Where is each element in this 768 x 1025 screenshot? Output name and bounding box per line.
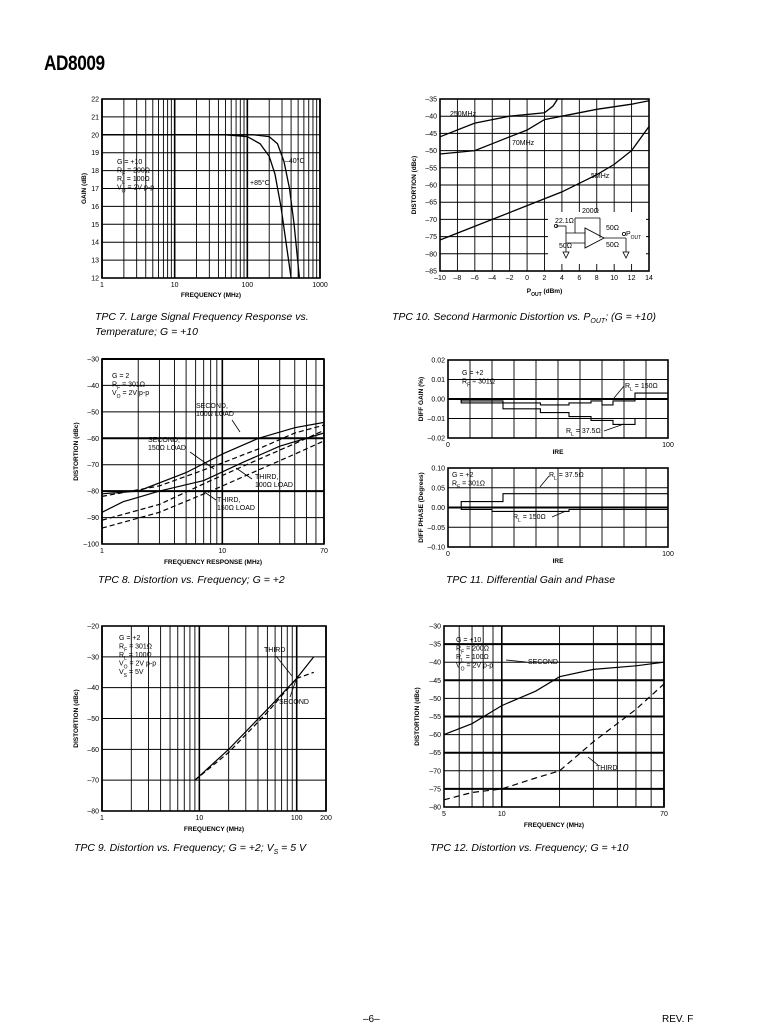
page-number: –6– (363, 1014, 380, 1025)
condition-label: $R_L = 100\Omega$ (456, 654, 489, 664)
x-axis-label: IRE (552, 558, 564, 565)
annotation-250mhz: 250MHz (450, 111, 477, 118)
y-tick-label: –60 (87, 746, 99, 754)
annotation-70mhz: 70MHz (512, 140, 535, 147)
y-tick-label: –40 (87, 685, 99, 693)
y-tick-label: 0.05 (431, 485, 445, 493)
caption-tpc10: TPC 10. Second Harmonic Distortion vs. $P_{OUT}$; (G = +10) (392, 311, 656, 326)
schematic-label: 200Ω (582, 208, 599, 215)
y-tick-label: –55 (425, 165, 437, 173)
x-tick-label: 100 (241, 282, 254, 289)
condition-label: $R_F = 200\Omega$ (456, 645, 490, 656)
annotation-second: SECOND (528, 659, 558, 666)
schematic-label: 50Ω (606, 225, 620, 232)
annotation-second-100-load: 100Ω LOAD (196, 411, 234, 418)
caption-tpc12: TPC 12. Distortion vs. Frequency; G = +10 (430, 842, 629, 854)
x-tick-label: 1000 (312, 282, 328, 289)
annotation-second-150-load: SECOND, (148, 437, 180, 444)
x-tick-label: 10 (497, 811, 506, 818)
y-tick-label: 0.02 (431, 357, 445, 365)
y-tick-label: 21 (91, 114, 99, 122)
x-tick-label: –6 (470, 275, 479, 282)
series-line-third (444, 684, 664, 800)
condition-label: $R_F = 301\Omega$ (119, 643, 153, 654)
y-axis-label: GAIN (dB) (81, 172, 88, 205)
y-tick-label: –0.02 (427, 435, 445, 443)
x-tick-label: –8 (453, 275, 462, 282)
annotation-second-100-load: SECOND, (196, 403, 228, 410)
y-tick-label: –0.01 (427, 416, 445, 423)
annotation-third-100-load: 100Ω LOAD (255, 482, 293, 489)
y-tick-label: 18 (91, 168, 99, 176)
y-tick-label: –60 (87, 435, 99, 443)
series-tpc12 (444, 662, 664, 800)
y-axis-label: DIFF PHASE (Degrees) (418, 472, 425, 543)
x-tick-label: 6 (577, 275, 582, 282)
y-tick-label: 0.00 (431, 396, 445, 404)
y-tick-label: –75 (425, 234, 437, 242)
y-tick-label: –35 (429, 641, 441, 649)
y-tick-label: –50 (87, 409, 99, 417)
condition-label: G = 2 (112, 373, 130, 380)
y-axis-label: DISTORTION (dBc) (411, 155, 418, 215)
y-tick-label: –75 (429, 786, 441, 794)
y-tick-label: 14 (91, 239, 99, 247)
x-tick-label: 8 (594, 275, 599, 282)
y-axis-label: DISTORTION (dBc) (73, 422, 80, 481)
condition-label: G = +2 (462, 370, 484, 377)
conditions-tpc12 (456, 637, 493, 673)
x-tick-label: 100 (662, 442, 674, 449)
x-tick-label: 4 (559, 275, 564, 282)
x-tick-label: 10 (218, 548, 227, 555)
annotation-third: THIRD (596, 765, 618, 772)
condition-label: $V_O = 2V$ p-p (456, 662, 494, 673)
y-tick-label: –80 (429, 804, 441, 812)
y-tick-label: –30 (429, 623, 441, 631)
x-tick-label: –2 (505, 275, 514, 282)
schematic-label: $P_{OUT}$ (626, 231, 642, 241)
annotation-r-l-37-5: $R_L = 37.5\Omega$ (566, 428, 601, 438)
y-tick-label: –30 (87, 654, 99, 662)
y-axis-label: DISTORTION (dBc) (73, 689, 80, 748)
condition-label: G = +10 (456, 637, 482, 644)
x-axis-label: FREQUENCY RESPONSE (MHz) (163, 559, 263, 566)
x-tick-label: 14 (645, 275, 653, 282)
y-tick-label: 15 (91, 221, 99, 229)
y-tick-label: 17 (91, 186, 99, 193)
caption-tpc7: TPC 7. Large Signal Frequency Response vs. Temperature; G = +10 (95, 311, 309, 338)
schematic-label: 50Ω (559, 243, 573, 250)
condition-label: $R_F = 200\Omega$ (117, 167, 151, 178)
condition-label: $R_F = 301\Omega$ (112, 381, 146, 392)
x-axis-label: FREQUENCY (MHz) (523, 822, 585, 829)
y-tick-label: 19 (91, 150, 99, 158)
x-tick-label: 0 (446, 442, 450, 449)
caption-tpc8: TPC 8. Distortion vs. Frequency; G = +2 (98, 574, 285, 586)
y-tick-label: 12 (91, 275, 99, 283)
y-tick-label: –30 (87, 356, 99, 364)
y-axis-label: DIFF GAIN (%) (418, 376, 425, 422)
x-tick-label: 0 (446, 551, 450, 558)
y-tick-label: –0.05 (427, 524, 445, 532)
y-tick-label: 13 (91, 257, 99, 265)
y-tick-label: –45 (425, 130, 437, 138)
x-tick-label: 200 (320, 815, 332, 822)
condition-label: $V_O = 2V$ p-p (112, 390, 150, 400)
annotation-40-c: –40°C (285, 158, 305, 165)
y-tick-label: –80 (87, 808, 99, 816)
x-axis-label: IRE (552, 449, 564, 456)
y-tick-label: 0.00 (431, 505, 445, 512)
annotation-third-100-load: THIRD, (255, 474, 279, 481)
y-tick-label: –40 (429, 659, 441, 667)
y-tick-label: –0.10 (427, 544, 445, 552)
annotation-third-150-load: 150Ω LOAD (217, 505, 255, 512)
annotation-third: THIRD (264, 647, 286, 654)
y-tick-label: –80 (425, 251, 437, 259)
caption-tpc9: TPC 9. Distortion vs. Frequency; G = +2; $V_S = 5$ V (74, 842, 306, 857)
annotation-r-l-150: $R_L = 150\Omega$ (513, 514, 546, 524)
x-tick-label: 12 (627, 275, 636, 282)
part-number: AD8009 (44, 52, 105, 75)
y-tick-label: –70 (87, 462, 99, 470)
condition-label: $V_O = 2V$ p-p (117, 184, 155, 195)
y-tick-label: –70 (425, 216, 437, 224)
y-tick-label: 16 (91, 203, 99, 211)
y-tick-label: –50 (429, 695, 441, 703)
condition-label: G = +10 (117, 159, 143, 166)
y-tick-label: –35 (425, 96, 437, 104)
y-tick-label: –100 (83, 541, 99, 549)
y-tick-label: –60 (429, 732, 441, 740)
condition-label: G = +2 (452, 472, 474, 479)
y-tick-label: –65 (429, 750, 441, 758)
annotation-second: SECOND (279, 699, 309, 706)
x-tick-label: 10 (170, 282, 179, 289)
y-tick-label: –40 (87, 382, 99, 390)
schematic-label: 22.1Ω (555, 218, 574, 225)
x-tick-label: 0 (525, 275, 530, 282)
y-tick-label: –55 (429, 714, 441, 721)
y-tick-label: –50 (425, 148, 437, 156)
y-tick-label: –85 (425, 268, 437, 276)
y-tick-label: 0.10 (431, 465, 445, 473)
x-tick-label: 1 (100, 282, 104, 289)
condition-label: $R_L = 100\Omega$ (117, 176, 150, 186)
condition-label: $R_F = 301\Omega$ (462, 378, 496, 389)
y-tick-label: –90 (87, 515, 99, 523)
revision: REV. F (662, 1014, 694, 1025)
x-axis-label: $P_{OUT}$ (dBm) (526, 288, 563, 298)
x-tick-label: 70 (320, 548, 328, 555)
annotation-85-c: +85°C (250, 180, 270, 187)
y-tick-label: 20 (91, 132, 99, 140)
y-tick-label: 0.01 (431, 377, 445, 384)
x-tick-label: 1 (100, 548, 104, 555)
annotation-second-150-load: 150Ω LOAD (148, 445, 186, 452)
annotation-r-l-150: $R_L = 150\Omega$ (625, 383, 658, 393)
y-tick-label: –80 (87, 488, 99, 496)
condition-label: G = +2 (119, 635, 141, 642)
x-tick-label: 70 (660, 811, 668, 818)
x-tick-label: 10 (195, 815, 204, 822)
y-tick-label: –50 (87, 716, 99, 723)
x-tick-label: 1 (100, 815, 104, 822)
condition-label: $R_F = 301\Omega$ (452, 480, 486, 491)
x-tick-label: 10 (610, 275, 619, 282)
annotation-third-150-load: THIRD, (217, 497, 241, 504)
condition-label: $V_O = 2V$ p-p (119, 660, 157, 671)
schematic-label: 50Ω (606, 242, 620, 249)
x-tick-label: 2 (542, 275, 547, 282)
y-tick-label: –70 (87, 777, 99, 785)
y-tick-label: –40 (425, 113, 437, 121)
y-tick-label: –20 (87, 623, 99, 631)
x-axis-label: FREQUENCY (MHz) (183, 826, 245, 833)
y-tick-label: –70 (429, 768, 441, 776)
condition-label: $V_S = 5V$ (119, 669, 144, 679)
x-tick-label: 100 (290, 815, 303, 822)
x-tick-label: 5 (442, 811, 446, 818)
y-tick-label: 22 (91, 96, 99, 104)
x-tick-label: –4 (488, 275, 497, 282)
y-tick-label: –60 (425, 182, 437, 190)
y-tick-label: –45 (429, 677, 441, 685)
annotation-5mhz: 5MHz (591, 173, 610, 180)
caption-tpc11: TPC 11. Differential Gain and Phase (446, 574, 616, 586)
x-tick-label: –10 (434, 275, 446, 282)
condition-label: $R_L = 100\Omega$ (119, 652, 152, 662)
x-tick-label: 100 (662, 551, 674, 558)
y-tick-label: –65 (425, 199, 437, 207)
x-axis-label: FREQUENCY (MHz) (180, 292, 242, 299)
annotation-r-l-37-5: $R_L = 37.5\Omega$ (549, 472, 584, 482)
y-axis-label: DISTORTION (dBc) (414, 687, 421, 746)
